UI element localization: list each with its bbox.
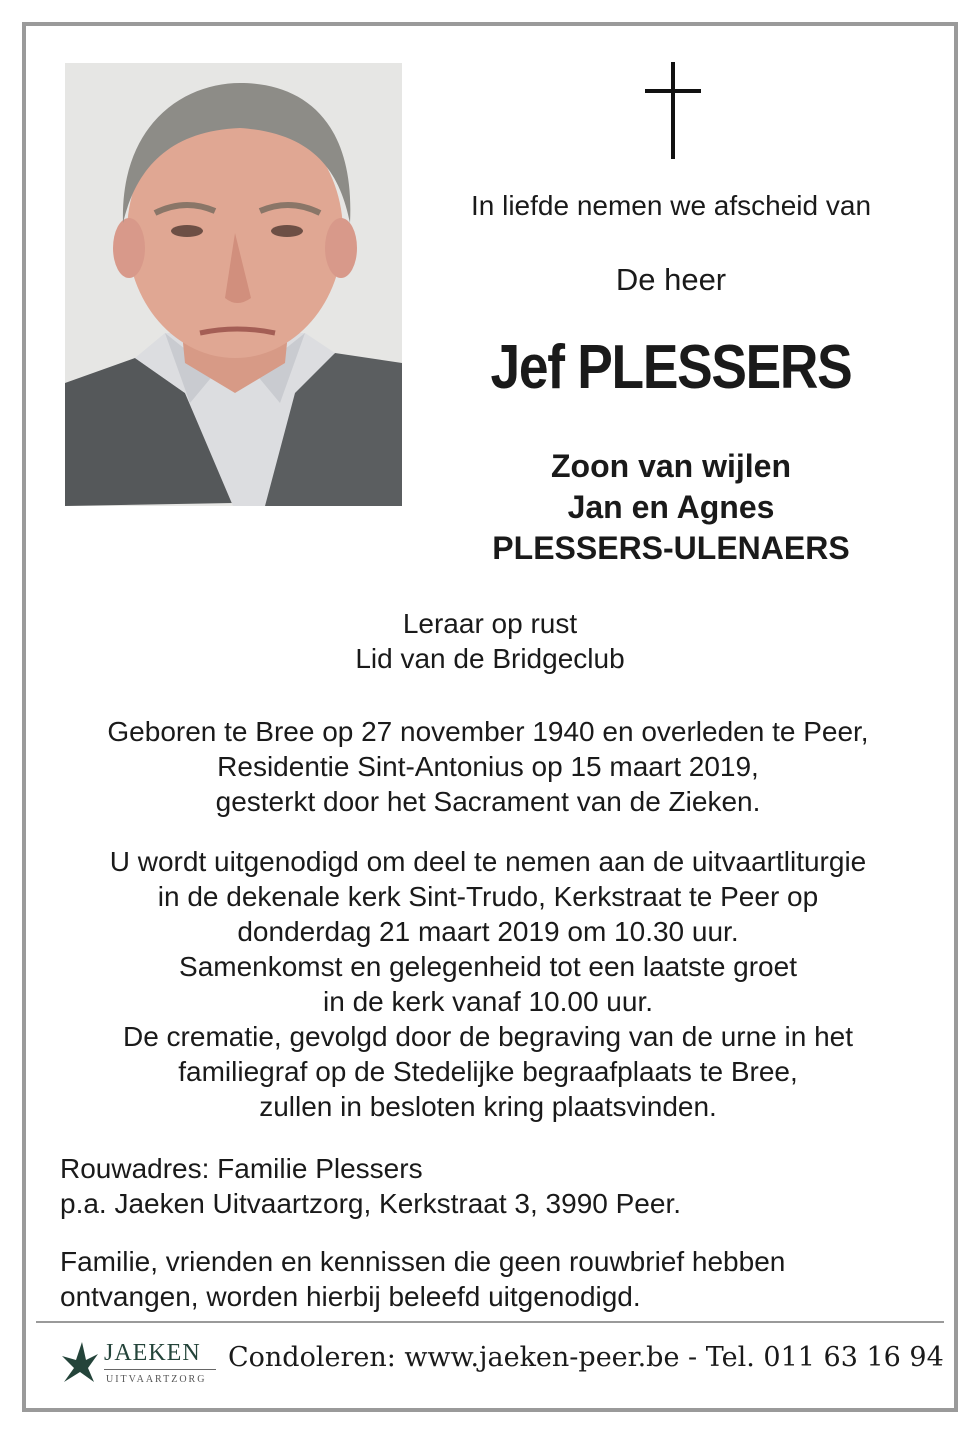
invitation-line: zullen in besloten kring plaatsvinden. <box>259 1091 717 1122</box>
bird-logo-icon <box>60 1338 100 1388</box>
portrait-photo <box>65 63 402 506</box>
roles-block <box>0 606 980 676</box>
birth-death-line: gesterkt door het Sacrament van de Zieken. <box>215 786 761 817</box>
birth-death-line: Geboren te Bree op 27 november 1940 en overleden te Peer, <box>107 716 869 747</box>
birth-death-line: Residentie Sint-Antonius op 15 maart 2019, <box>217 751 759 782</box>
logo-name: JAEKEN <box>104 1340 201 1366</box>
parents-line: Zoon van wijlen <box>550 448 791 484</box>
parents-line: PLESSERS-ULENAERS <box>492 530 850 566</box>
address-line: p.a. Jaeken Uitvaartzorg, Kerkstraat 3, 3990 Peer. <box>60 1188 682 1219</box>
role-line: Lid van de Bridgeclub <box>355 643 625 674</box>
jaeken-logo <box>60 1336 220 1392</box>
cross-icon <box>645 62 701 159</box>
deceased-name: Jef PLESSERS <box>490 333 852 402</box>
logo-rule <box>104 1369 216 1370</box>
family-note-line: Familie, vrienden en kennissen die geen rouwbrief hebben <box>60 1246 786 1277</box>
family-note-line: ontvangen, worden hierbij beleefd uitgenodigd. <box>60 1281 641 1312</box>
salutation: De heer <box>615 262 727 297</box>
parents-line: Jan en Agnes <box>567 489 775 525</box>
intro-text: In liefde nemen we afscheid van <box>470 190 872 221</box>
invitation-line: in de dekenale kerk Sint-Trudo, Kerkstraat te Peer op <box>157 881 819 912</box>
invitation-line: Samenkomst en gelegenheid tot een laatste groet <box>179 951 797 982</box>
address-line: Rouwadres: Familie Plessers <box>60 1153 423 1184</box>
invitation-line: U wordt uitgenodigd om deel te nemen aan de uitvaartliturgie <box>109 846 867 877</box>
role-line: Leraar op rust <box>402 608 578 639</box>
family-note <box>60 1244 940 1314</box>
invitation-line: familiegraf op de Stedelijke begraafplaats te Bree, <box>178 1056 798 1087</box>
invitation-line: donderdag 21 maart 2019 om 10.30 uur. <box>237 916 739 947</box>
invitation-line: De crematie, gevolgd door de begraving van de urne in het <box>122 1021 854 1052</box>
address-block <box>60 1151 940 1221</box>
condolence-line: Condoleren: www.jaeken-peer.be - Tel. 011 63 16 94 <box>228 1342 944 1373</box>
invitation-line: in de kerk vanaf 10.00 uur. <box>323 986 653 1017</box>
logo-subtitle: UITVAARTZORG <box>106 1374 207 1385</box>
parents-block <box>432 446 910 569</box>
invitation-block <box>40 844 936 1124</box>
birth-death-block <box>40 714 936 819</box>
footer-divider <box>36 1321 944 1323</box>
